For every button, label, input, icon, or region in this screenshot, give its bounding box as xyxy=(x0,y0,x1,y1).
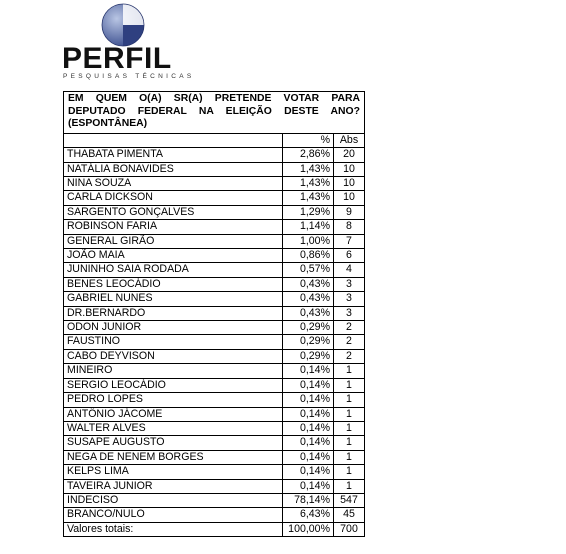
abs-value: 7 xyxy=(334,234,365,248)
candidate-name: ROBINSON FARIA xyxy=(64,220,283,234)
abs-value: 3 xyxy=(334,292,365,306)
percent-value: 100,00% xyxy=(283,522,334,536)
percent-value: 0,14% xyxy=(283,421,334,435)
table-row xyxy=(64,292,365,306)
candidate-name: BRANCO/NULO xyxy=(64,508,283,522)
candidate-name: DR.BERNARDO xyxy=(64,306,283,320)
candidate-name: NINA SOUZA xyxy=(64,177,283,191)
table-row xyxy=(64,249,365,263)
candidate-name: INDECISO xyxy=(64,493,283,507)
percent-value: 1,00% xyxy=(283,234,334,248)
brand-logo xyxy=(62,2,195,80)
table-row xyxy=(64,191,365,205)
candidate-name: CARLA DICKSON xyxy=(64,191,283,205)
table-row xyxy=(64,263,365,277)
percent-value: 0,14% xyxy=(283,393,334,407)
column-header-name xyxy=(64,133,283,147)
percent-value: 1,29% xyxy=(283,205,334,219)
percent-value: 6,43% xyxy=(283,508,334,522)
brand-tagline: PESQUISAS TÉCNICAS xyxy=(63,73,195,80)
percent-value: 1,43% xyxy=(283,191,334,205)
percent-value: 0,86% xyxy=(283,249,334,263)
candidate-name: KELPS LIMA xyxy=(64,465,283,479)
table-row xyxy=(64,421,365,435)
abs-value: 9 xyxy=(334,205,365,219)
percent-value: 1,43% xyxy=(283,177,334,191)
candidate-name: MINEIRO xyxy=(64,364,283,378)
column-header-percent: % xyxy=(283,133,334,147)
table-row xyxy=(64,493,365,507)
abs-value: 6 xyxy=(334,249,365,263)
abs-value: 2 xyxy=(334,349,365,363)
table-row xyxy=(64,393,365,407)
table-row xyxy=(64,436,365,450)
candidate-name: WALTER ALVES xyxy=(64,421,283,435)
abs-value: 1 xyxy=(334,364,365,378)
abs-value: 1 xyxy=(334,436,365,450)
percent-value: 2,86% xyxy=(283,148,334,162)
abs-value: 10 xyxy=(334,191,365,205)
candidate-name: PEDRO LOPES xyxy=(64,393,283,407)
candidate-name: BENES LEOCÁDIO xyxy=(64,277,283,291)
candidate-name: SUSAPE AUGUSTO xyxy=(64,436,283,450)
table-row xyxy=(64,277,365,291)
percent-value: 78,14% xyxy=(283,493,334,507)
candidate-name: NEGA DE NENEM BORGES xyxy=(64,450,283,464)
abs-value: 2 xyxy=(334,321,365,335)
abs-value: 45 xyxy=(334,508,365,522)
abs-value: 3 xyxy=(334,277,365,291)
table-row xyxy=(64,522,365,536)
abs-value: 1 xyxy=(334,450,365,464)
candidate-name: FAUSTINO xyxy=(64,335,283,349)
abs-value: 1 xyxy=(334,407,365,421)
percent-value: 0,29% xyxy=(283,349,334,363)
percent-value: 1,14% xyxy=(283,220,334,234)
table-row xyxy=(64,321,365,335)
candidate-name: GABRIEL NUNES xyxy=(64,292,283,306)
percent-value: 0,14% xyxy=(283,479,334,493)
table-row xyxy=(64,148,365,162)
table-row xyxy=(64,205,365,219)
percent-value: 0,14% xyxy=(283,407,334,421)
percent-value: 1,43% xyxy=(283,162,334,176)
table-row xyxy=(64,465,365,479)
table-row xyxy=(64,378,365,392)
percent-value: 0,14% xyxy=(283,378,334,392)
table-row xyxy=(64,220,365,234)
table-row xyxy=(64,306,365,320)
survey-results-table xyxy=(63,91,365,537)
percent-value: 0,43% xyxy=(283,306,334,320)
candidate-name: JUNINHO SAIA RODADA xyxy=(64,263,283,277)
results-body xyxy=(64,148,365,537)
percent-value: 0,57% xyxy=(283,263,334,277)
candidate-name: SERGIO LEOCÁDIO xyxy=(64,378,283,392)
table-row xyxy=(64,407,365,421)
table-row xyxy=(64,349,365,363)
candidate-name: GENERAL GIRÃO xyxy=(64,234,283,248)
abs-value: 1 xyxy=(334,479,365,493)
percent-value: 0,14% xyxy=(283,465,334,479)
table-row xyxy=(64,177,365,191)
table-row xyxy=(64,162,365,176)
table-row xyxy=(64,335,365,349)
question-row xyxy=(64,92,365,134)
table-row xyxy=(64,450,365,464)
abs-value: 2 xyxy=(334,335,365,349)
abs-value: 1 xyxy=(334,421,365,435)
abs-value: 1 xyxy=(334,378,365,392)
table-row xyxy=(64,364,365,378)
table-row xyxy=(64,234,365,248)
percent-value: 0,14% xyxy=(283,450,334,464)
table-row xyxy=(64,479,365,493)
candidate-name: Valores totais: xyxy=(64,522,283,536)
candidate-name: ODON JUNIOR xyxy=(64,321,283,335)
abs-value: 4 xyxy=(334,263,365,277)
percent-value: 0,14% xyxy=(283,436,334,450)
column-header-abs: Abs xyxy=(334,133,365,147)
percent-value: 0,43% xyxy=(283,277,334,291)
abs-value: 547 xyxy=(334,493,365,507)
abs-value: 8 xyxy=(334,220,365,234)
candidate-name: ANTÔNIO JÁCOME xyxy=(64,407,283,421)
abs-value: 3 xyxy=(334,306,365,320)
abs-value: 10 xyxy=(334,177,365,191)
candidate-name: TAVEIRA JUNIOR xyxy=(64,479,283,493)
table-row xyxy=(64,508,365,522)
candidate-name: SARGENTO GONÇALVES xyxy=(64,205,283,219)
column-header-row xyxy=(64,133,365,147)
brand-name: PERFIL xyxy=(62,42,172,75)
candidate-name: NATÁLIA BONAVIDES xyxy=(64,162,283,176)
abs-value: 1 xyxy=(334,465,365,479)
percent-value: 0,29% xyxy=(283,335,334,349)
abs-value: 20 xyxy=(334,148,365,162)
abs-value: 700 xyxy=(334,522,365,536)
percent-value: 0,43% xyxy=(283,292,334,306)
abs-value: 10 xyxy=(334,162,365,176)
candidate-name: CABO DEYVISON xyxy=(64,349,283,363)
survey-question: EM QUEM O(A) SR(A) PRETENDE VOTAR PARA DEPUTADO FEDERAL NA ELEIÇÃO DESTE ANO? (ESPONTÂNEA) xyxy=(64,92,365,134)
percent-value: 0,14% xyxy=(283,364,334,378)
percent-value: 0,29% xyxy=(283,321,334,335)
candidate-name: JOÃO MAIA xyxy=(64,249,283,263)
candidate-name: THABATA PIMENTA xyxy=(64,148,283,162)
abs-value: 1 xyxy=(334,393,365,407)
